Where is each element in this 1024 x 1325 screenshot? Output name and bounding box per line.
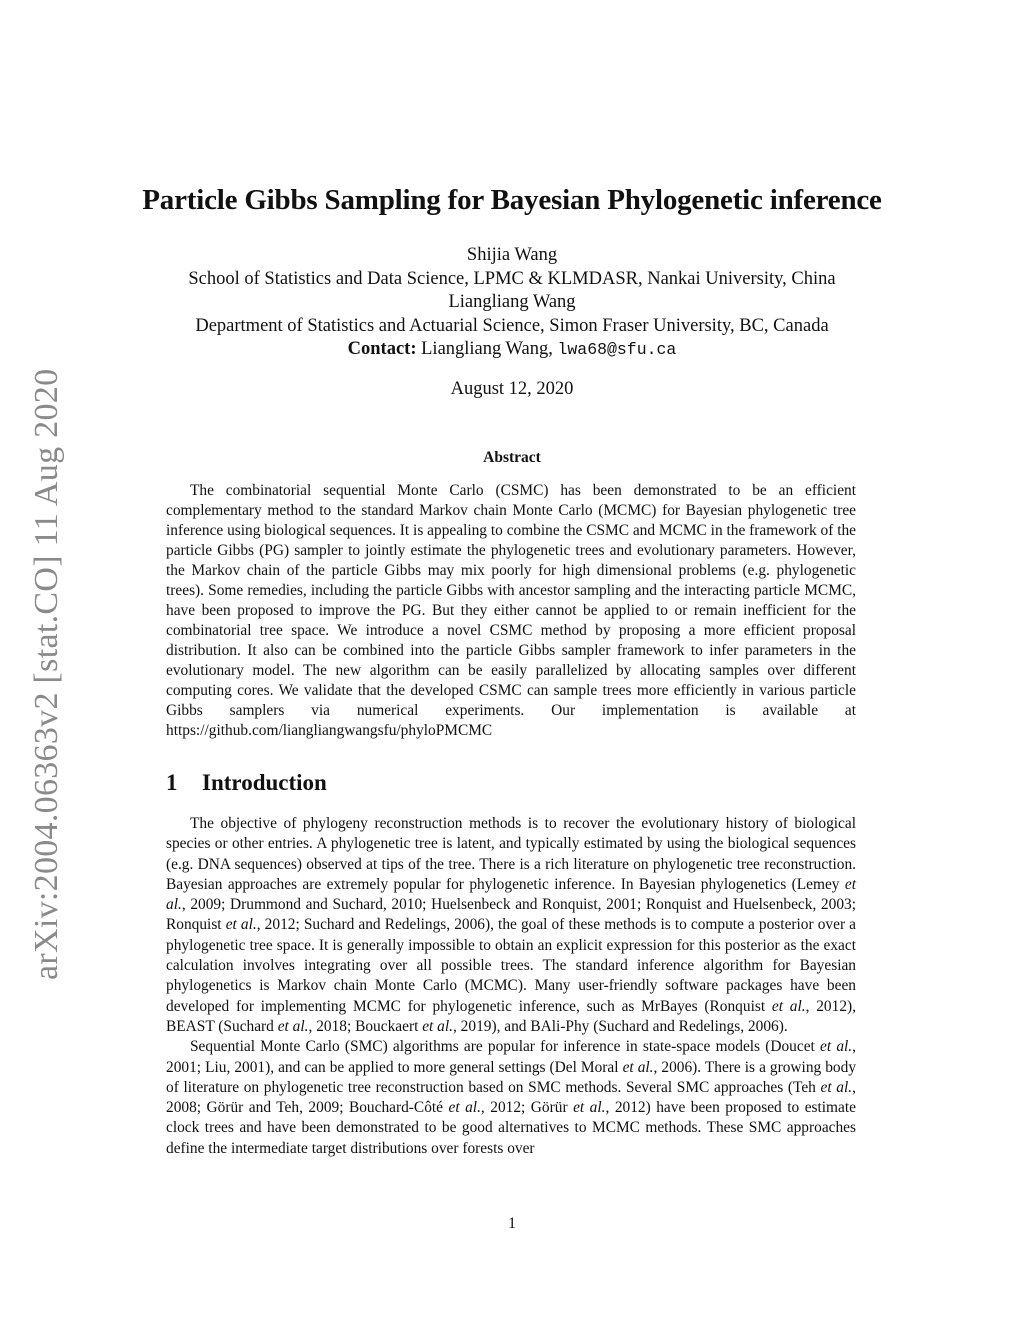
author-name: Liangliang Wang	[448, 292, 576, 312]
author-name: Shijia Wang	[466, 245, 558, 265]
introduction-body	[166, 814, 856, 1159]
abstract-heading: Abstract	[483, 449, 541, 466]
author-block	[100, 244, 924, 362]
contact-name: Liangliang Wang,	[421, 339, 558, 359]
author-affiliation: Department of Statistics and Actuarial Science, Simon Fraser University, BC, Canada	[195, 315, 829, 336]
section-title: Introduction	[202, 770, 327, 795]
section-heading	[166, 770, 327, 796]
paragraph: The objective of phylogeny reconstruction methods is to recover the evolutionary history of biological species or other entries. A phylogenetic tree is latent, and typically estimated by using the biological sequences (e.g. DNA sequences) observed at tips of the tree. There is a rich literature on phylogenetic tree reconstruction. Bayesian approaches are extremely popular for phylogenetic inference. In Bayesian phylogenetics (Lemey et al., 2009; Drummond and Suchard, 2010; Huelsenbeck and Ronquist, 2001; Ronquist and Huelsenbeck, 2003; Ronquist et al., 2012; Suchard and Redelings, 2006), the goal of these methods is to compute a posterior over a phylogenetic tree space. It is generally impossible to obtain an explicit expression for this posterior as the exact calculation involves integrating over all possible trees. The standard inference algorithm for Bayesian phylogenetics is Markov chain Monte Carlo (MCMC). Many user-friendly software packages have been developed for implementing MCMC for phylogenetic inference, such as MrBayes (Ronquist et al., 2012), BEAST (Suchard et al., 2018; Bouckaert et al., 2019), and BAli-Phy (Suchard and Redelings, 2006).	[166, 815, 857, 1035]
contact-line	[100, 338, 924, 362]
paragraph: Sequential Monte Carlo (SMC) algorithms are popular for inference in state-space models (Doucet et al., 2001; Liu, 2001), and can be applied to more general settings (Del Moral et al., 2006). There is a growing body of literature on phylogenetic tree reconstruction based on SMC methods. Several SMC approaches (Teh et al., 2008; Görür and Teh, 2009; Bouchard-Côté et al., 2012; Görür et al., 2012) have been proposed to estimate clock trees and have been demonstrated to be good alternatives to MCMC methods. These SMC approaches define the intermediate target distributions over forests over	[166, 1038, 857, 1157]
contact-label: Contact:	[347, 339, 417, 359]
section-number: 1	[166, 770, 178, 795]
paper-date: August 12, 2020	[450, 379, 574, 399]
abstract-text: The combinatorial sequential Monte Carlo (CSMC) has been demonstrated to be an efficient complementary method to the standard Markov chain Monte Carlo (MCMC) for Bayesian phylogenetic tree inference using biological sequences. It is appealing to combine the CSMC and MCMC in the framework of the particle Gibbs (PG) sampler to jointly estimate the phylogenetic trees and evolutionary parameters. However, the Markov chain of the particle Gibbs may mix poorly for high dimensional problems (e.g. phylogenetic trees). Some remedies, including the particle Gibbs with ancestor sampling and the interacting particle MCMC, have been proposed to improve the PG. But they either cannot be applied to or remain inefficient for the combinatorial tree space. We introduce a novel CSMC method by proposing a more efficient proposal distribution. It also can be combined into the particle Gibbs sampler framework to infer parameters in the evolutionary model. The new algorithm can be easily parallelized by allocating samples over different computing cores. We validate that the developed CSMC can sample trees more efficiently in various particle Gibbs samplers via numerical experiments. Our implementation is available at https://github.com/liangliangwangsfu/phyloPMCMC	[166, 482, 856, 739]
author-affiliation: School of Statistics and Data Science, LPMC & KLMDASR, Nankai University, China	[188, 268, 836, 289]
paper-title: Particle Gibbs Sampling for Bayesian Phylogenetic inference	[142, 184, 882, 216]
page-number: 1	[508, 1215, 516, 1232]
contact-email[interactable]: lwa68@sfu.ca	[557, 340, 677, 359]
arxiv-identifier: arXiv:2004.06363v2 [stat.CO] 11 Aug 2020	[28, 368, 65, 980]
